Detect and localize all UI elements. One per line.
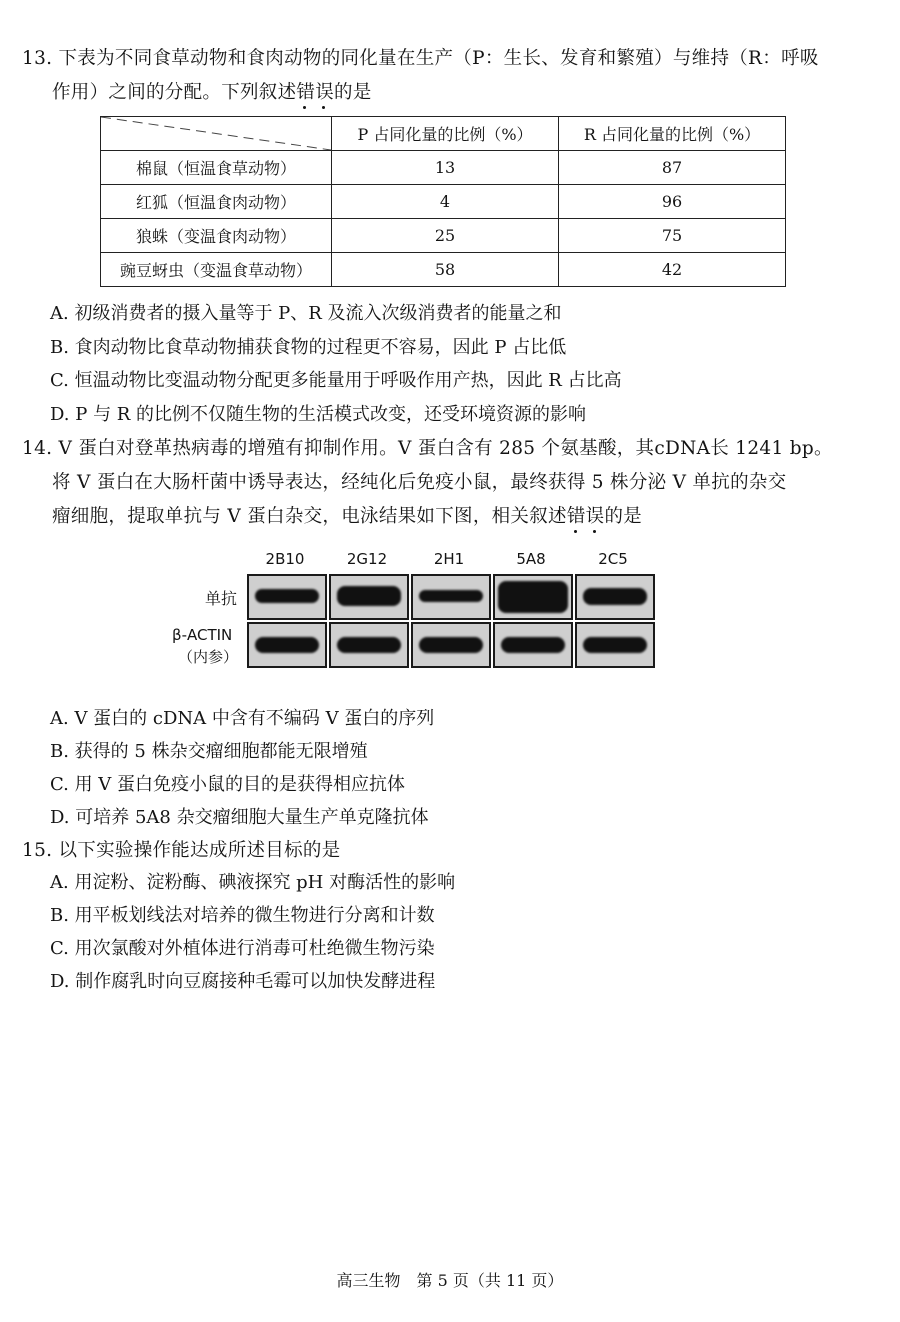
table-cell-organism: 红狐（恒温食肉动物） [101, 185, 332, 219]
q14-emphasis-text: 错误 [566, 506, 605, 527]
blot-band [419, 590, 483, 602]
antibody-row-label: 单抗 [205, 589, 238, 608]
q13-option-b: B. 食肉动物比食草动物捕获食物的过程更不容易，因此 P 占比低 [50, 337, 567, 358]
table-cell-organism: 棉鼠（恒温食草动物） [101, 151, 332, 185]
q13-option-c: C. 恒温动物比变温动物分配更多能量用于呼吸作用产热，因此 R 占比高 [50, 370, 622, 391]
blot-band [255, 637, 319, 653]
blot-panel-actin [575, 622, 655, 668]
blot-band [337, 586, 401, 606]
blot-band [419, 637, 483, 653]
q13-option-a: A. 初级消费者的摄入量等于 P、R 及流入次级消费者的能量之和 [50, 303, 562, 324]
q15-option-a: A. 用淀粉、淀粉酶、碘液探究 pH 对酶活性的影响 [50, 872, 456, 893]
blot-band [501, 637, 565, 653]
table-cell-r: 87 [559, 151, 786, 185]
q15-option-d: D. 制作腐乳时向豆腐接种毛霉可以加快发酵进程 [50, 971, 436, 992]
q15-option-c: C. 用次氯酸对外植体进行消毒可杜绝微生物污染 [50, 938, 435, 959]
q14-stem-line1: 14. V 蛋白对登革热病毒的增殖有抑制作用。V 蛋白含有 285 个氨基酸，其cDNA长 1241 bp。 [22, 438, 833, 459]
q14-option-c: C. 用 V 蛋白免疫小鼠的目的是获得相应抗体 [50, 774, 406, 795]
table-cell-p: 13 [332, 151, 559, 185]
diagonal-line [101, 117, 331, 150]
q14-stem-post: 的是 [604, 506, 643, 527]
q14-stem-pre: 瘤细胞，提取单抗与 V 蛋白杂交，电泳结果如下图，相关叙述 [52, 506, 567, 527]
energy-allocation-table [100, 116, 786, 287]
blot-band [583, 637, 647, 653]
blot-band [337, 637, 401, 653]
blot-band [498, 581, 568, 613]
lane-label: 2C5 [598, 550, 628, 568]
blot-panel-antibody [329, 574, 409, 620]
table-cell-organism: 狼蛛（变温食肉动物） [101, 219, 332, 253]
q13-emphasis-text: 错误 [296, 82, 335, 103]
table-header-p: P 占同化量的比例（%） [332, 117, 559, 151]
table-row [101, 151, 786, 185]
blot-panel-actin [493, 622, 573, 668]
q14-stem-line2: 将 V 蛋白在大肠杆菌中诱导表达，经纯化后免疫小鼠，最终获得 5 株分泌 V 单抗的杂交 [52, 472, 787, 493]
q14-stem-line3 [52, 504, 642, 530]
lane-label: 2G12 [346, 550, 388, 568]
table-row [101, 219, 786, 253]
q13-emphasis [296, 82, 334, 103]
table-cell-p: 58 [332, 253, 559, 287]
blot-panel-antibody [493, 574, 573, 620]
lane-label: 5A8 [516, 550, 546, 568]
table-cell-organism: 豌豆蚜虫（变温食草动物） [101, 253, 332, 287]
table-row [101, 185, 786, 219]
table-header-row [101, 117, 786, 151]
q14-option-d: D. 可培养 5A8 杂交瘤细胞大量生产单克隆抗体 [50, 807, 429, 828]
table-corner-cell [101, 117, 332, 151]
actin-row-sublabel: （内参） [178, 648, 239, 666]
lane-label: 2H1 [433, 550, 465, 568]
q14-emphasis [567, 506, 605, 527]
emphasis-dot [593, 530, 596, 533]
emphasis-dot [322, 106, 325, 109]
table-cell-r: 96 [559, 185, 786, 219]
blot-band [583, 588, 647, 605]
table-row [101, 253, 786, 287]
emphasis-dot [574, 530, 577, 533]
blot-panel-antibody [575, 574, 655, 620]
blot-panel-actin [329, 622, 409, 668]
table-cell-p: 4 [332, 185, 559, 219]
blot-panel-antibody [411, 574, 491, 620]
q15-stem: 15. 以下实验操作能达成所述目标的是 [22, 840, 341, 861]
q13-stem-post: 的是 [334, 82, 372, 103]
q15-option-b: B. 用平板划线法对培养的微生物进行分离和计数 [50, 905, 435, 926]
blot-panel-antibody [247, 574, 327, 620]
emphasis-dot [303, 106, 306, 109]
table-cell-r: 75 [559, 219, 786, 253]
q13-option-d: D. P 与 R 的比例不仅随生物的生活模式改变，还受环境资源的影响 [50, 404, 587, 425]
blot-panel-actin [247, 622, 327, 668]
q13-stem-line1: 13. 下表为不同食草动物和食肉动物的同化量在生产（P：生长、发育和繁殖）与维持（R：呼吸 [22, 48, 819, 69]
q14-option-b: B. 获得的 5 株杂交瘤细胞都能无限增殖 [50, 741, 368, 762]
table-header-r: R 占同化量的比例（%） [559, 117, 786, 151]
page-footer: 高三生物 第 5 页（共 11 页） [336, 1271, 564, 1290]
table-cell-r: 42 [559, 253, 786, 287]
blot-panel-actin [411, 622, 491, 668]
table-cell-p: 25 [332, 219, 559, 253]
blot-band [255, 589, 319, 603]
q14-option-a: A. V 蛋白的 cDNA 中含有不编码 V 蛋白的序列 [50, 708, 435, 729]
q13-stem-pre: 作用）之间的分配。下列叙述 [52, 82, 297, 103]
actin-row-label: β-ACTIN [172, 626, 233, 644]
lane-label: 2B10 [265, 550, 305, 568]
q13-stem-line2 [52, 80, 372, 106]
